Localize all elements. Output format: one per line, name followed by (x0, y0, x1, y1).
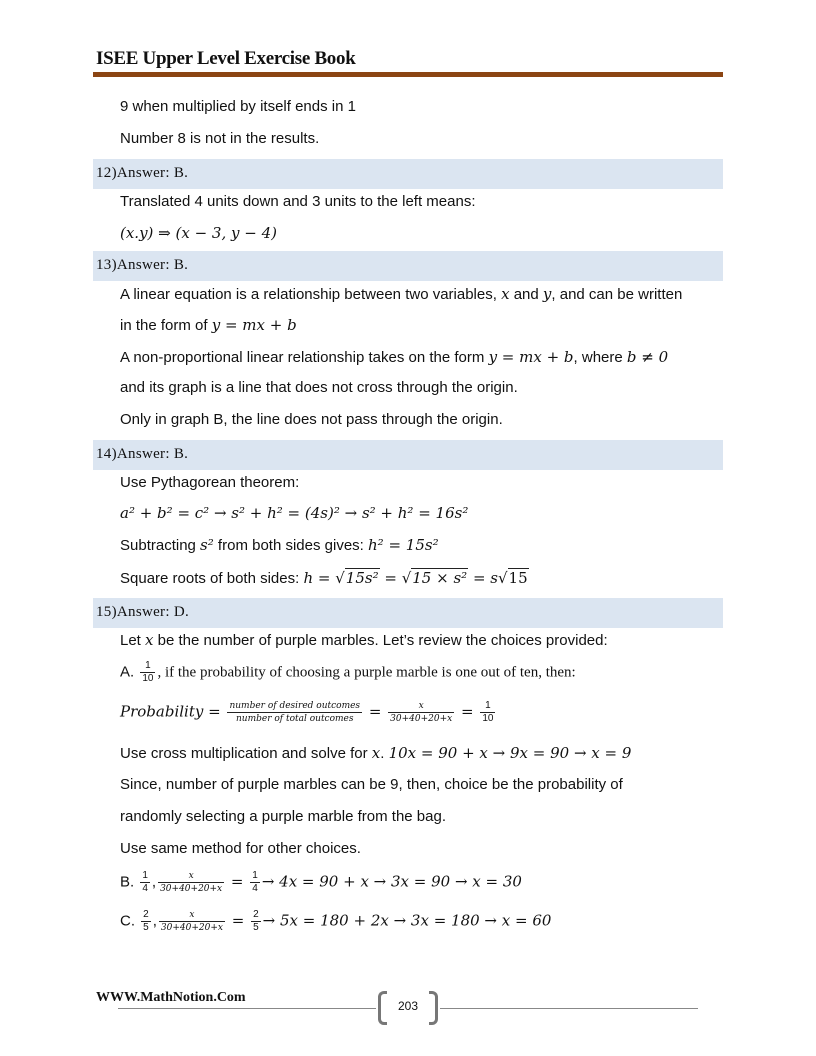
sqrt-symbol: √ (335, 569, 345, 587)
math-line: Probability = $\frac{\text{number of desired outcomes}}{\text{number of total outcomes}}$ = $\frac{x}{30+40+20+x}$ = $\frac{1}{10}$ (120, 700, 494, 724)
text-line: 9 when multiplied by itself ends in 1 (120, 98, 356, 115)
fraction: $\frac{x}{30+40+20+x}$ (160, 871, 223, 894)
fraction: $\frac{x}{30+40+20+x}$ (160, 910, 223, 933)
answer-label: 14)Answer: B. (96, 446, 189, 462)
fraction: $\frac{1}{10}$ (142, 660, 154, 684)
answer-label: 15)Answer: D. (96, 604, 190, 620)
footer-website: WWW.MathNotion.Com (96, 990, 246, 1005)
fraction: $\frac{1}{4}$ (142, 870, 148, 894)
fraction: $\frac{\text{number of desired outcomes}}{\text{number of total outcomes}}$ (229, 701, 361, 724)
math-line: B. $\frac{1}{4}$ , $\frac{x}{30+40+20+x}$ = $\frac{1}{4}$ → 4x = 90 + x → 3x = 90 → x = 30 (120, 870, 522, 894)
answer-label: 12)Answer: B. (96, 165, 189, 181)
footer-rule-left (118, 1008, 376, 1009)
sqrt-symbol: √ (401, 569, 412, 587)
text-line: Use cross multiplication and solve for x. 10x = 90 + x → 9x = 90 → x = 9 (120, 744, 632, 762)
answer-band-15 (93, 598, 723, 628)
page-number: 203 (397, 999, 419, 1013)
text-line: in the form of y = mx + b (120, 316, 297, 334)
answer-band-14 (93, 440, 723, 470)
header-rule (93, 72, 723, 77)
math-line: (x.y) ⇒ (x − 3, y − 4) (120, 224, 277, 242)
page-title: ISEE Upper Level Exercise Book (96, 48, 356, 69)
text-line: Square roots of both sides: h = √15s² = √15 × s² = s√15 (120, 569, 528, 587)
text-line: Use Pythagorean theorem: (120, 474, 300, 491)
math-line: C. $\frac{2}{5}$ , $\frac{x}{30+40+20+x}$ = $\frac{2}{5}$ → 5x = 180 + 2x → 3x = 180 → x = 60 (120, 909, 552, 933)
text-line: Use same method for other choices. (120, 840, 361, 857)
math-line: a² + b² = c² → s² + h² = (4s)² → s² + h² = 16s² (120, 504, 469, 522)
text-line: A non-proportional linear relationship takes on the form y = mx + b, where b ≠ 0 (120, 348, 669, 366)
fraction: $\frac{2}{5}$ (143, 909, 149, 933)
answer-band-13 (93, 251, 723, 281)
text-line: Translated 4 units down and 3 units to the left means: (120, 193, 476, 210)
text-line: Number 8 is not in the results. (120, 130, 320, 147)
text-line: and its graph is a line that does not cross through the origin. (120, 379, 518, 396)
fraction: $\frac{x}{30+40+20+x}$ (390, 701, 453, 724)
fraction: $\frac{1}{10}$ (482, 700, 494, 724)
text-line: Only in graph B, the line does not pass through the origin. (120, 411, 503, 428)
sqrt-symbol: √ (497, 569, 508, 587)
fraction: $\frac{2}{5}$ (253, 909, 259, 933)
text-line: Let x be the number of purple marbles. Let’s review the choices provided: (120, 631, 608, 649)
text-line: Since, number of purple marbles can be 9, then, choice be the probability of (120, 776, 623, 793)
text-line: Subtracting s² from both sides gives: h² = 15s² (120, 536, 439, 554)
answer-label: 13)Answer: B. (96, 257, 189, 273)
text-line: A linear equation is a relationship between two variables, x and y, and can be written (120, 285, 683, 303)
page-number-box (376, 991, 440, 1021)
answer-band-12 (93, 159, 723, 189)
text-line: randomly selecting a purple marble from the bag. (120, 808, 447, 825)
text-line: A. $\frac{1}{10}$ , if the probability of choosing a purple marble is one out of ten, then: (120, 660, 576, 684)
footer-rule-right (440, 1008, 698, 1009)
fraction: $\frac{1}{4}$ (252, 870, 258, 894)
